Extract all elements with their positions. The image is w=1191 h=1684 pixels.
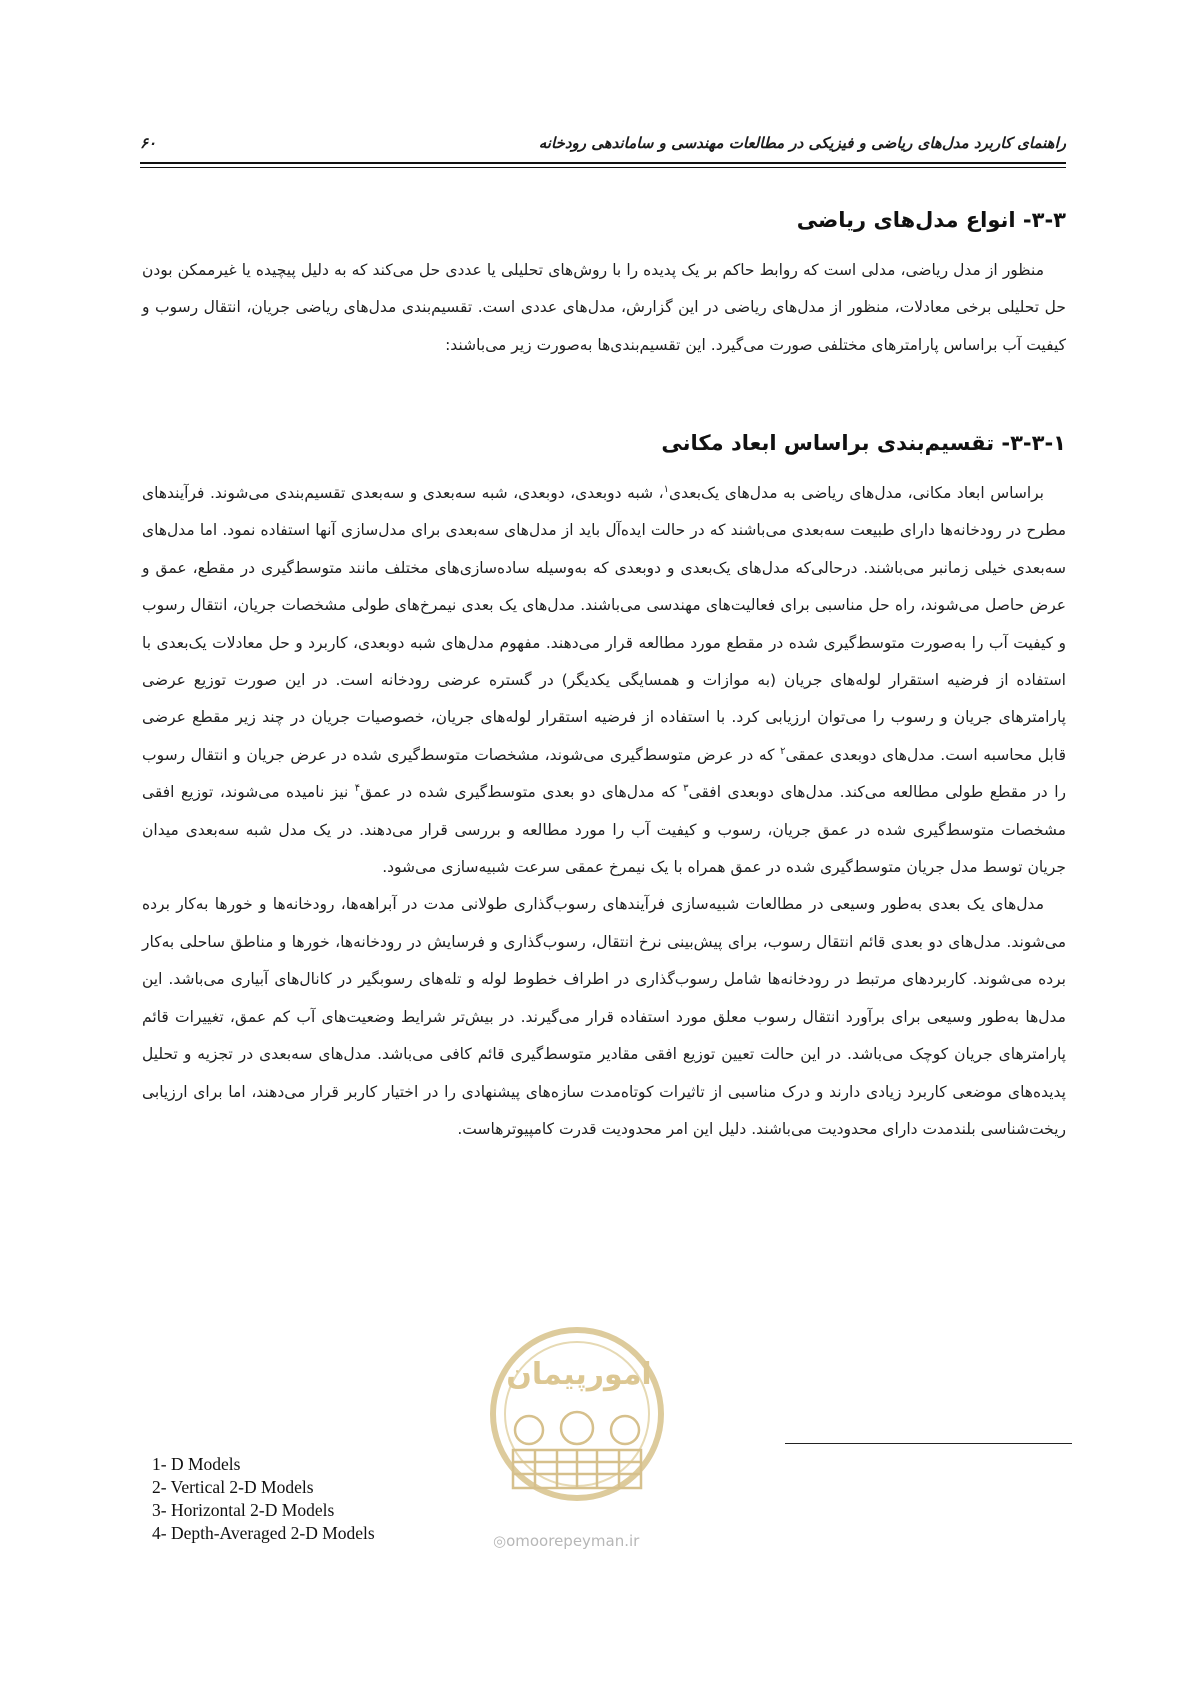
watermark-logo	[487, 1322, 667, 1520]
p1-part-c: که در عرض متوسط‌گیری می‌شوند، مشخصات متوسط‌گیری شده در عرض جریان و انتقال رسوب را در مقطع طولی مطالعه می‌کند. مدل‌های دوبعدی افقی	[142, 745, 1066, 802]
watermark-url-text: omoorepeyman.ir	[506, 1532, 640, 1550]
footnote-ref-4[interactable]: ۴	[354, 783, 361, 795]
watermark-url	[493, 1532, 639, 1550]
section-title-3-3-1: ۳-۳-۱- تقسیم‌بندی براساس ابعاد مکانی	[661, 431, 1066, 455]
p1-part-d: که مدل‌های دو بعدی متوسط‌گیری شده در عمق	[360, 783, 684, 802]
footnote-1: 1- D Models	[152, 1454, 241, 1474]
footnote-2: 2- Vertical 2-D Models	[152, 1477, 314, 1497]
page-number: ۶۰	[140, 134, 157, 152]
footnote-rule	[785, 1443, 1072, 1444]
paragraph-1	[142, 475, 1066, 886]
page-header	[140, 126, 1066, 152]
globe-icon: ◎	[493, 1532, 507, 1550]
watermark-logo-text: امورپیمان	[506, 1357, 652, 1392]
footnote-3: 3- Horizontal 2-D Models	[152, 1500, 335, 1520]
footnote-4: 4- Depth-Averaged 2-D Models	[152, 1523, 375, 1543]
p1-part-e: نیز نامیده می‌شوند، توزیع افقی مشخصات متوسط‌گیری شده در عمق جریان، رسوب و کیفیت آب را مورد مطالعه و بررسی قرار می‌دهند. در یک مدل شبه سه‌بعدی میدان جریان توسط مدل جریان متوسط‌گیری شده در عمق همراه با یک نیمرخ عمقی سرعت شبیه‌سازی می‌شود.	[142, 783, 1066, 877]
paragraph-text: منظور از مدل ریاضی، مدلی است که روابط حاکم بر یک پدیده را با روش‌های تحلیلی یا عددی حل می‌کند که به دلیل پیچیده یا غیرممکن بودن حل تحلیلی برخی معادلات، منظور از مدل‌های ریاضی در این گزارش، مدل‌های عددی است. تقسیم‌بندی مدل‌های ریاضی جریان، انتقال رسوب و کیفیت آب براساس پارامترهای مختلفی صورت می‌گیرد. این تقسیم‌بندی‌ها به‌صورت زیر می‌باشند:	[142, 261, 1066, 354]
section-3-3-paragraph	[142, 252, 1066, 364]
footnote-ref-1[interactable]: ۱	[663, 483, 669, 495]
footnotes	[152, 1453, 375, 1545]
header-rule-thin	[140, 167, 1066, 168]
header-rule	[140, 162, 1066, 164]
p1-part-a: براساس ابعاد مکانی، مدل‌های ریاضی به مدل‌های یک‌بعدی	[669, 484, 1044, 502]
running-title: راهنمای کاربرد مدل‌های ریاضی و فیزیکی در مطالعات مهندسی و ساماندهی رودخانه	[538, 134, 1066, 152]
footnote-ref-3[interactable]: ۳	[683, 783, 689, 795]
section-3-3-1-body	[142, 475, 1066, 1148]
section-title-3-3: ۳-۳- انواع مدل‌های ریاضی	[796, 208, 1066, 232]
paragraph-2: مدل‌های یک بعدی به‌طور وسیعی در مطالعات شبیه‌سازی فرآیندهای رسوب‌گذاری طولانی مدت در آبراهه‌ها، رودخانه‌ها و خورها به‌کار برده می‌شوند. مدل‌های دو بعدی قائم انتقال رسوب، برای پیش‌بینی نرخ انتقال، رسوب‌گذاری و فرسایش در رودخانه‌ها، خورها و مناطق ساحلی به‌کار برده می‌شوند. کاربردهای مرتبط در رودخانه‌ها شامل رسوب‌گذاری در اطراف خطوط لوله و تله‌های رسوبگیر در کانال‌های آبیاری می‌باشد. این مدل‌ها به‌طور وسیعی برای برآورد انتقال رسوب معلق مورد استفاده قرار می‌گیرند. در بیش‌تر شرایط وضعیت‌های آب کم عمق، تغییرات قائم پارامترهای جریان کوچک می‌باشد. در این حالت تعیین توزیع افقی مقادیر متوسط‌گیری قائم کافی می‌باشد. مدل‌های سه‌بعدی در تجزیه و تحلیل پدیده‌های موضعی کاربرد زیادی دارند و درک مناسبی از تاثیرات کوتاه‌مدت سازه‌های پیشنهادی را در اختیار کاربر قرار می‌دهند، اما برای ارزیابی ریخت‌شناسی بلندمدت دارای محدودیت می‌باشند. دلیل این امر محدودیت قدرت کامپیوترهاست.	[142, 895, 1066, 1138]
p1-part-b: ، شبه دوبعدی، دوبعدی، شبه سه‌بعدی و سه‌بعدی تقسیم‌بندی می‌شوند. فرآیندهای مطرح در رودخانه‌ها دارای طبیعت سه‌بعدی می‌باشند که در حالت ایده‌آل باید از مدل‌های سه‌بعدی برای مدل‌سازی آنها استفاده نمود. اما مدل‌های سه‌بعدی خیلی زمانبر می‌باشند. درحالی‌که مدل‌های یک‌بعدی و دوبعدی که به‌وسیله ساده‌سازی‌های مختلف مانند متوسط‌گیری در مقطع، عمق و عرض حاصل می‌شوند، راه حل مناسبی برای فعالیت‌های مهندسی می‌باشند. مدل‌های یک بعدی نیمرخ‌های طولی مشخصات جریان، انتقال رسوب و کیفیت آب را به‌صورت متوسط‌گیری شده در مقطع مورد مطالعه قرار می‌دهند. مفهوم مدل‌های شبه دوبعدی، کاربرد و حل معادلات یک‌بعدی با استفاده از فرضیه استقرار لوله‌های جریان (به موازات و همسایگی یکدیگر) در گستره عرضی رودخانه است. در این صورت توزیع عرضی پارامترهای جریان و رسوب را می‌توان ارزیابی کرد. با استفاده از فرضیه استقرار لوله‌های جریان، خصوصیات جریان در چند زیر مقطع عرضی قابل محاسبه است. مدل‌های دوبعدی عمقی	[142, 484, 1066, 764]
footnote-ref-2[interactable]: ۲	[780, 745, 786, 757]
